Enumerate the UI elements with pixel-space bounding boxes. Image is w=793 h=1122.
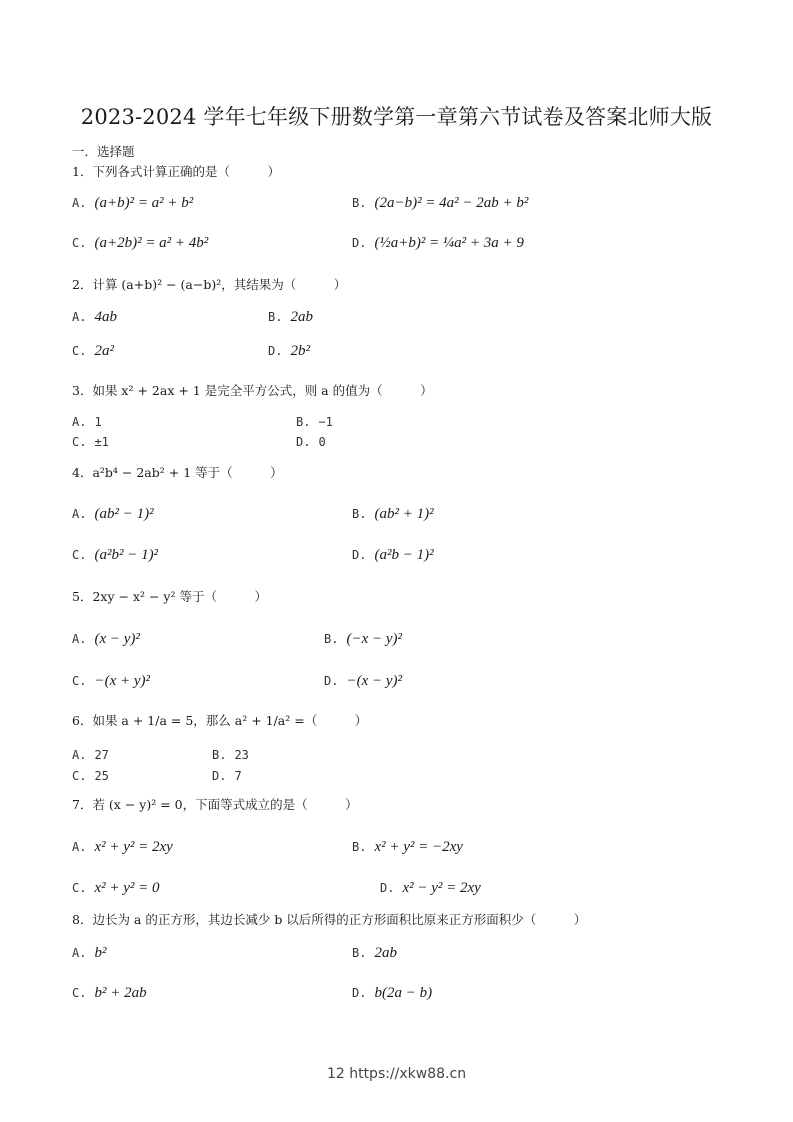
q3-option-a: A. 1 [72,415,102,429]
question-3-stem: 3．如果 x² + 2ax + 1 是完全平方公式，则 a 的值为（ ） [72,383,433,398]
question-5-stem: 5．2xy − x² − y² 等于（ ） [72,589,267,604]
q4-option-b: B. (ab² + 1)² [352,506,434,522]
q7-option-c: C. x² + y² = 0 [72,880,160,896]
q6-option-d: D. 7 [212,769,242,783]
q2-option-c: C. 2a² [72,343,114,359]
q5-option-b: B. (−x − y)² [324,631,402,647]
q4-option-d: D. (a²b − 1)² [352,547,434,563]
q6-option-c: C. 25 [72,769,109,783]
q2-option-d: D. 2b² [268,343,310,359]
q7-option-a: A. x² + y² = 2xy [72,839,173,855]
q3-option-c: C. ±1 [72,435,109,449]
q8-option-d: D. b(2a − b) [352,985,433,1001]
q5-option-c: C. −(x + y)² [72,673,150,689]
q5-option-a: A. (x − y)² [72,631,140,647]
q3-option-d: D. 0 [296,435,326,449]
q1-option-c: C. (a+2b)² = a² + 4b² [72,235,209,251]
q6-option-a: A. 27 [72,748,109,762]
question-4-stem: 4．a²b⁴ − 2ab² + 1 等于（ ） [72,465,283,480]
q8-option-c: C. b² + 2ab [72,985,147,1001]
q2-option-a: A. 4ab [72,309,117,325]
q1-option-d: D. (½a+b)² = ¼a² + 3a + 9 [352,235,524,251]
page-footer: 12 https://xkw88.cn [326,1066,467,1082]
question-2-stem: 2．计算 (a+b)² − (a−b)²，其结果为（ ） [72,277,347,292]
question-1-stem: 1．下列各式计算正确的是（ ） [72,164,280,179]
section-heading: 一．选择题 [72,144,135,159]
q2-option-b: B. 2ab [268,309,313,325]
q1-option-a: A. (a+b)² = a² + b² [72,195,194,211]
question-6-stem: 6．如果 a + 1/a = 5，那么 a² + 1/a² =（ ） [72,713,368,728]
q8-option-a: A. b² [72,945,107,961]
q8-option-b: B. 2ab [352,945,397,961]
question-7-stem: 7．若 (x − y)² = 0，下面等式成立的是（ ） [72,797,358,812]
q5-option-d: D. −(x − y)² [324,673,402,689]
q1-option-b: B. (2a−b)² = 4a² − 2ab + b² [352,195,529,211]
q4-option-c: C. (a²b² − 1)² [72,547,159,563]
q4-option-a: A. (ab² − 1)² [72,506,154,522]
q7-option-b: B. x² + y² = −2xy [352,839,463,855]
q3-option-b: B. −1 [296,415,333,429]
question-8-stem: 8．边长为 a 的正方形，其边长减少 b 以后所得的正方形面积比原来正方形面积少（ ） [72,912,587,927]
q7-option-d: D. x² − y² = 2xy [380,880,481,896]
q6-option-b: B. 23 [212,748,249,762]
page-title: 2023-2024 学年七年级下册数学第一章第六节试卷及答案北师大版 [80,105,713,129]
